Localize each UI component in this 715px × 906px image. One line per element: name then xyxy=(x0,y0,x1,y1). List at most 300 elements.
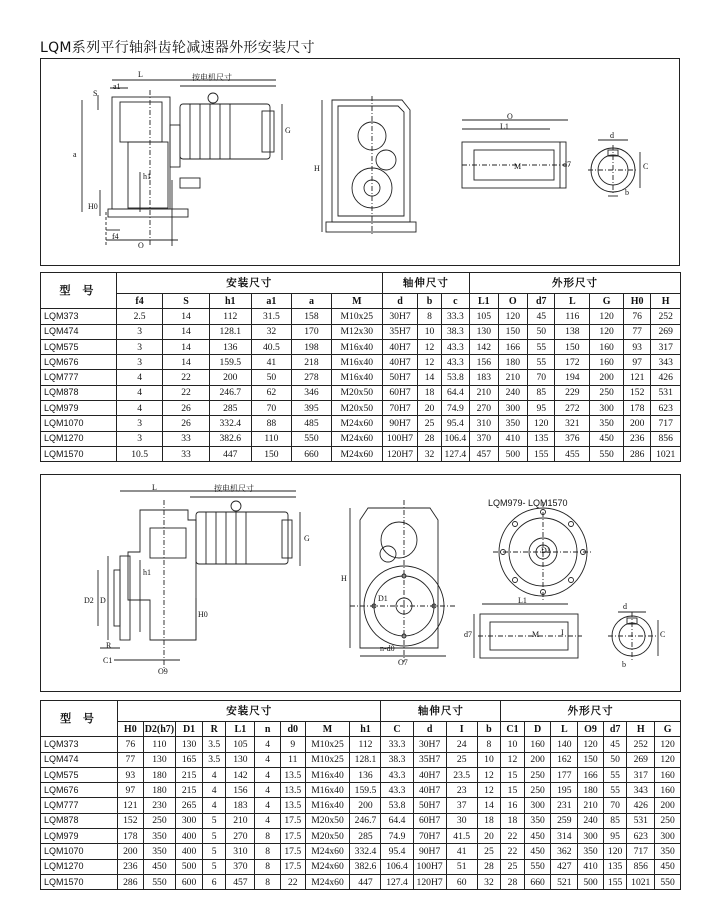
column-header: H0 xyxy=(623,294,650,309)
dim2-label-D1-front: D1 xyxy=(378,594,388,603)
group-header-shaft-2: 轴伸尺寸 xyxy=(381,701,501,722)
column-header: h1 xyxy=(350,722,381,737)
table-row xyxy=(41,859,681,874)
value-cell: 40H7 xyxy=(382,339,418,354)
value-cell: 376 xyxy=(555,431,590,446)
model-cell: LQM676 xyxy=(41,783,118,798)
value-cell: 485 xyxy=(291,416,331,431)
dim-label-a: a xyxy=(73,150,77,159)
value-cell: 447 xyxy=(209,446,251,461)
value-cell: 5 xyxy=(202,829,226,844)
value-cell: 55 xyxy=(528,355,555,370)
value-cell: 382.6 xyxy=(209,431,251,446)
value-cell: 2.5 xyxy=(116,309,162,324)
model-header-2: 型 号 xyxy=(41,701,118,737)
value-cell: 16 xyxy=(501,798,525,813)
value-cell: 17.5 xyxy=(280,844,305,859)
value-cell: 95.4 xyxy=(381,844,413,859)
dim-label-C: C xyxy=(643,162,649,171)
value-cell: 160 xyxy=(655,783,681,798)
value-cell: 4 xyxy=(255,783,281,798)
column-header: H xyxy=(627,722,655,737)
value-cell: 28 xyxy=(477,859,501,874)
value-cell: 10 xyxy=(418,324,441,339)
dim2-label-I: I xyxy=(561,628,564,637)
value-cell: 136 xyxy=(350,767,381,782)
value-cell: 300 xyxy=(578,829,604,844)
table-row xyxy=(41,752,681,767)
value-cell: 45 xyxy=(528,309,555,324)
dim2-label-O7: O7 xyxy=(398,658,408,667)
model-cell: LQM1070 xyxy=(41,416,117,431)
value-cell: 300 xyxy=(498,401,528,416)
value-cell: 4 xyxy=(255,767,281,782)
value-cell: 12 xyxy=(418,355,441,370)
value-cell: 660 xyxy=(291,446,331,461)
value-cell: 183 xyxy=(470,370,498,385)
value-cell: 156 xyxy=(470,355,498,370)
dim2-label-H: H xyxy=(341,574,347,583)
value-cell: 200 xyxy=(590,370,624,385)
model-cell: LQM373 xyxy=(41,309,117,324)
value-cell: 41.5 xyxy=(446,829,477,844)
value-cell: 3.5 xyxy=(202,752,226,767)
dimension-table-2 xyxy=(40,700,681,890)
model-cell: LQM575 xyxy=(41,339,117,354)
value-cell: 194 xyxy=(555,370,590,385)
value-cell: 10 xyxy=(477,752,501,767)
value-cell: 8 xyxy=(477,737,501,752)
value-cell: 178 xyxy=(117,829,143,844)
value-cell: 346 xyxy=(291,385,331,400)
model-cell: LQM1270 xyxy=(41,859,118,874)
value-cell: 3.5 xyxy=(202,737,226,752)
value-cell: 93 xyxy=(117,767,143,782)
value-cell: 32 xyxy=(477,874,501,889)
drawing-panel-flange-mounted xyxy=(40,474,681,692)
value-cell: 20 xyxy=(477,829,501,844)
value-cell: 120 xyxy=(590,324,624,339)
value-cell: 17.5 xyxy=(280,829,305,844)
value-cell: 165 xyxy=(176,752,203,767)
value-cell: 40H7 xyxy=(382,355,418,370)
value-cell: 317 xyxy=(651,339,681,354)
dim2-label-O9: O9 xyxy=(158,667,168,676)
value-cell: 12 xyxy=(477,783,501,798)
value-cell: 4 xyxy=(116,370,162,385)
value-cell: M10x25 xyxy=(331,309,382,324)
value-cell: 246.7 xyxy=(350,813,381,828)
value-cell: 3 xyxy=(116,324,162,339)
column-header: G xyxy=(590,294,624,309)
value-cell: 142 xyxy=(470,339,498,354)
value-cell: 43.3 xyxy=(441,339,469,354)
column-header: M xyxy=(331,294,382,309)
value-cell: 10 xyxy=(501,737,525,752)
column-header: b xyxy=(477,722,501,737)
value-cell: 531 xyxy=(651,385,681,400)
dim2-label-R: R xyxy=(106,641,112,650)
value-cell: 5 xyxy=(202,859,226,874)
column-header: L xyxy=(555,294,590,309)
value-cell: 25 xyxy=(477,844,501,859)
value-cell: 285 xyxy=(209,401,251,416)
value-cell: 200 xyxy=(623,416,650,431)
value-cell: M16x40 xyxy=(305,783,350,798)
value-cell: 410 xyxy=(578,859,604,874)
value-cell: M16x40 xyxy=(331,370,382,385)
model-cell: LQM777 xyxy=(41,370,117,385)
value-cell: 4 xyxy=(255,798,281,813)
group-header-outline-2: 外形尺寸 xyxy=(501,701,681,722)
value-cell: 150 xyxy=(251,446,291,461)
value-cell: 85 xyxy=(528,385,555,400)
value-cell: 14 xyxy=(418,370,441,385)
value-cell: 135 xyxy=(603,859,627,874)
value-cell: 332.4 xyxy=(350,844,381,859)
value-cell: 33.3 xyxy=(381,737,413,752)
dim2-label-M: M xyxy=(532,630,540,639)
dim2-label-G: G xyxy=(304,534,310,543)
value-cell: M24x60 xyxy=(305,844,350,859)
column-header: G xyxy=(655,722,681,737)
value-cell: 180 xyxy=(578,783,604,798)
value-cell: M16x40 xyxy=(331,339,382,354)
value-cell: 50H7 xyxy=(382,370,418,385)
value-cell: 14 xyxy=(477,798,501,813)
value-cell: 60 xyxy=(446,874,477,889)
table-row xyxy=(41,446,681,461)
dim-label-H0: H0 xyxy=(88,202,98,211)
value-cell: 18 xyxy=(501,813,525,828)
value-cell: 159.5 xyxy=(350,783,381,798)
model-cell: LQM1570 xyxy=(41,446,117,461)
value-cell: 215 xyxy=(176,767,203,782)
model-cell: LQM575 xyxy=(41,767,118,782)
value-cell: 88 xyxy=(251,416,291,431)
value-cell: 623 xyxy=(627,829,655,844)
value-cell: 43.3 xyxy=(381,767,413,782)
value-cell: 160 xyxy=(655,767,681,782)
column-header: L1 xyxy=(226,722,255,737)
value-cell: 285 xyxy=(350,829,381,844)
value-cell: 550 xyxy=(590,446,624,461)
value-cell: M12x30 xyxy=(331,324,382,339)
value-cell: 33.3 xyxy=(441,309,469,324)
column-header: d xyxy=(413,722,446,737)
model-cell: LQM1270 xyxy=(41,431,117,446)
value-cell: 229 xyxy=(555,385,590,400)
column-header: O9 xyxy=(578,722,604,737)
value-cell: 623 xyxy=(651,401,681,416)
dim-label-M: M xyxy=(514,162,522,171)
value-cell: 198 xyxy=(291,339,331,354)
value-cell: 33 xyxy=(163,431,209,446)
value-cell: 55 xyxy=(528,339,555,354)
value-cell: 162 xyxy=(551,752,578,767)
value-cell: 218 xyxy=(291,355,331,370)
value-cell: 250 xyxy=(524,783,551,798)
value-cell: M16x40 xyxy=(305,798,350,813)
group-header-shaft: 轴伸尺寸 xyxy=(382,273,469,294)
value-cell: 74.9 xyxy=(381,829,413,844)
value-cell: 252 xyxy=(627,737,655,752)
value-cell: 350 xyxy=(524,813,551,828)
value-cell: 3 xyxy=(116,431,162,446)
model-cell: LQM1570 xyxy=(41,874,118,889)
value-cell: 22 xyxy=(280,874,305,889)
value-cell: 310 xyxy=(226,844,255,859)
value-cell: 180 xyxy=(498,355,528,370)
value-cell: 77 xyxy=(623,324,650,339)
value-cell: 9 xyxy=(280,737,305,752)
value-cell: 170 xyxy=(291,324,331,339)
value-cell: M24x60 xyxy=(331,416,382,431)
value-cell: 50 xyxy=(603,752,627,767)
value-cell: 24 xyxy=(446,737,477,752)
model-cell: LQM676 xyxy=(41,355,117,370)
dim2-label-D: D xyxy=(100,596,106,605)
value-cell: 130 xyxy=(226,752,255,767)
value-cell: 550 xyxy=(291,431,331,446)
value-cell: 8 xyxy=(255,874,281,889)
value-cell: 120H7 xyxy=(382,446,418,461)
value-cell: 8 xyxy=(255,859,281,874)
value-cell: 457 xyxy=(226,874,255,889)
value-cell: 4 xyxy=(116,385,162,400)
column-header: D xyxy=(524,722,551,737)
value-cell: 4 xyxy=(202,767,226,782)
dim2-label-C: C xyxy=(660,630,666,639)
value-cell: 160 xyxy=(590,355,624,370)
value-cell: 12 xyxy=(501,752,525,767)
value-cell: 410 xyxy=(498,431,528,446)
column-header: a xyxy=(291,294,331,309)
dim-label-a1: a1 xyxy=(113,82,121,91)
value-cell: 50 xyxy=(251,370,291,385)
value-cell: 121 xyxy=(117,798,143,813)
value-cell: 70 xyxy=(251,401,291,416)
value-cell: 95 xyxy=(528,401,555,416)
column-header: H xyxy=(651,294,681,309)
value-cell: M20x50 xyxy=(305,813,350,828)
value-cell: 121 xyxy=(623,370,650,385)
value-cell: 40H7 xyxy=(413,767,446,782)
value-cell: 400 xyxy=(176,829,203,844)
value-cell: 15 xyxy=(501,783,525,798)
value-cell: 12 xyxy=(418,339,441,354)
value-cell: 180 xyxy=(143,783,176,798)
value-cell: 5 xyxy=(202,844,226,859)
value-cell: 51 xyxy=(446,859,477,874)
value-cell: 41 xyxy=(446,844,477,859)
table-row xyxy=(41,431,681,446)
value-cell: 4 xyxy=(255,752,281,767)
value-cell: 500 xyxy=(578,874,604,889)
dim-label-d: d xyxy=(610,131,614,140)
dim-label-f4: f4 xyxy=(112,232,119,241)
value-cell: 40.5 xyxy=(251,339,291,354)
value-cell: 717 xyxy=(627,844,655,859)
value-cell: 106.4 xyxy=(441,431,469,446)
value-cell: 8 xyxy=(255,829,281,844)
value-cell: 317 xyxy=(627,767,655,782)
column-header: n xyxy=(255,722,281,737)
value-cell: 166 xyxy=(498,339,528,354)
value-cell: 128.1 xyxy=(350,752,381,767)
value-cell: 28 xyxy=(418,431,441,446)
value-cell: 41 xyxy=(251,355,291,370)
value-cell: M20x50 xyxy=(331,401,382,416)
value-cell: 110 xyxy=(251,431,291,446)
group-header-install-2: 安装尺寸 xyxy=(117,701,380,722)
value-cell: 215 xyxy=(176,783,203,798)
value-cell: 160 xyxy=(590,339,624,354)
value-cell: 150 xyxy=(578,752,604,767)
value-cell: 105 xyxy=(470,309,498,324)
page-title: LQM系列平行轴斜齿轮减速器外形安装尺寸 xyxy=(40,40,315,56)
value-cell: 76 xyxy=(623,309,650,324)
value-cell: 97 xyxy=(117,783,143,798)
value-cell: 5 xyxy=(202,813,226,828)
value-cell: 70 xyxy=(528,370,555,385)
column-header: R xyxy=(202,722,226,737)
table-row xyxy=(41,370,681,385)
value-cell: 74.9 xyxy=(441,401,469,416)
table-row xyxy=(41,385,681,400)
value-cell: 300 xyxy=(176,813,203,828)
value-cell: 717 xyxy=(651,416,681,431)
value-cell: 332.4 xyxy=(209,416,251,431)
column-header: f4 xyxy=(116,294,162,309)
value-cell: 350 xyxy=(655,844,681,859)
value-cell: 310 xyxy=(470,416,498,431)
value-cell: 33 xyxy=(163,446,209,461)
value-cell: 4 xyxy=(255,737,281,752)
value-cell: M10x25 xyxy=(305,737,350,752)
value-cell: 18 xyxy=(418,385,441,400)
dim2-label-D1-flange: D1 xyxy=(541,546,551,555)
value-cell: 3 xyxy=(116,416,162,431)
value-cell: 270 xyxy=(226,829,255,844)
value-cell: 26 xyxy=(163,401,209,416)
value-cell: 77 xyxy=(117,752,143,767)
table-row xyxy=(41,737,681,752)
value-cell: 210 xyxy=(226,813,255,828)
value-cell: 60H7 xyxy=(413,813,446,828)
value-cell: 135 xyxy=(528,431,555,446)
value-cell: 159.5 xyxy=(209,355,251,370)
value-cell: 1021 xyxy=(651,446,681,461)
value-cell: 50H7 xyxy=(413,798,446,813)
value-cell: M24x60 xyxy=(305,859,350,874)
value-cell: 95 xyxy=(603,829,627,844)
value-cell: 286 xyxy=(117,874,143,889)
table-row xyxy=(41,798,681,813)
value-cell: 150 xyxy=(555,339,590,354)
value-cell: M20x50 xyxy=(331,385,382,400)
value-cell: 300 xyxy=(524,798,551,813)
value-cell: 85 xyxy=(603,813,627,828)
value-cell: 4 xyxy=(202,783,226,798)
model-cell: LQM777 xyxy=(41,798,118,813)
value-cell: 246.7 xyxy=(209,385,251,400)
value-cell: 286 xyxy=(623,446,650,461)
value-cell: 23 xyxy=(446,783,477,798)
value-cell: 13.5 xyxy=(280,783,305,798)
table-row xyxy=(41,829,681,844)
value-cell: 25 xyxy=(501,859,525,874)
value-cell: 150 xyxy=(498,324,528,339)
value-cell: 32 xyxy=(251,324,291,339)
value-cell: 17.5 xyxy=(280,859,305,874)
column-header: S xyxy=(163,294,209,309)
value-cell: 64.4 xyxy=(441,385,469,400)
value-cell: 43.3 xyxy=(381,783,413,798)
group-header-install: 安装尺寸 xyxy=(116,273,382,294)
value-cell: 155 xyxy=(528,446,555,461)
value-cell: M16x40 xyxy=(305,767,350,782)
value-cell: 350 xyxy=(498,416,528,431)
dim2-label-L: L xyxy=(152,483,157,492)
value-cell: 172 xyxy=(555,355,590,370)
value-cell: 136 xyxy=(209,339,251,354)
value-cell: 70 xyxy=(603,798,627,813)
value-cell: 55 xyxy=(603,783,627,798)
value-cell: 30H7 xyxy=(382,309,418,324)
value-cell: 521 xyxy=(551,874,578,889)
value-cell: 130 xyxy=(470,324,498,339)
column-header: h1 xyxy=(209,294,251,309)
column-header: d0 xyxy=(280,722,305,737)
value-cell: 17.5 xyxy=(280,813,305,828)
value-cell: 152 xyxy=(623,385,650,400)
value-cell: 38.3 xyxy=(381,752,413,767)
table-row xyxy=(41,844,681,859)
value-cell: 120 xyxy=(498,309,528,324)
model-cell: LQM474 xyxy=(41,752,118,767)
value-cell: 230 xyxy=(143,798,176,813)
value-cell: 270 xyxy=(470,401,498,416)
model-cell: LQM878 xyxy=(41,385,117,400)
value-cell: 8 xyxy=(418,309,441,324)
value-cell: 314 xyxy=(551,829,578,844)
dim2-label-b: b xyxy=(622,660,626,669)
value-cell: 272 xyxy=(555,401,590,416)
value-cell: 350 xyxy=(143,829,176,844)
value-cell: 455 xyxy=(555,446,590,461)
value-cell: 158 xyxy=(291,309,331,324)
dim2-label-H0: H0 xyxy=(198,610,208,619)
value-cell: 250 xyxy=(655,813,681,828)
dim-label-d7: d7 xyxy=(563,160,571,169)
value-cell: 95.4 xyxy=(441,416,469,431)
table-row xyxy=(41,355,681,370)
value-cell: 350 xyxy=(590,416,624,431)
value-cell: 231 xyxy=(551,798,578,813)
value-cell: 166 xyxy=(578,767,604,782)
value-cell: 30H7 xyxy=(413,737,446,752)
value-cell: 70H7 xyxy=(413,829,446,844)
value-cell: 4 xyxy=(116,401,162,416)
value-cell: 500 xyxy=(498,446,528,461)
dim-label-S: S xyxy=(93,89,98,98)
value-cell: 110 xyxy=(143,737,176,752)
value-cell: 177 xyxy=(551,767,578,782)
value-cell: 8 xyxy=(255,844,281,859)
value-cell: 13.5 xyxy=(280,798,305,813)
model-cell: LQM474 xyxy=(41,324,117,339)
